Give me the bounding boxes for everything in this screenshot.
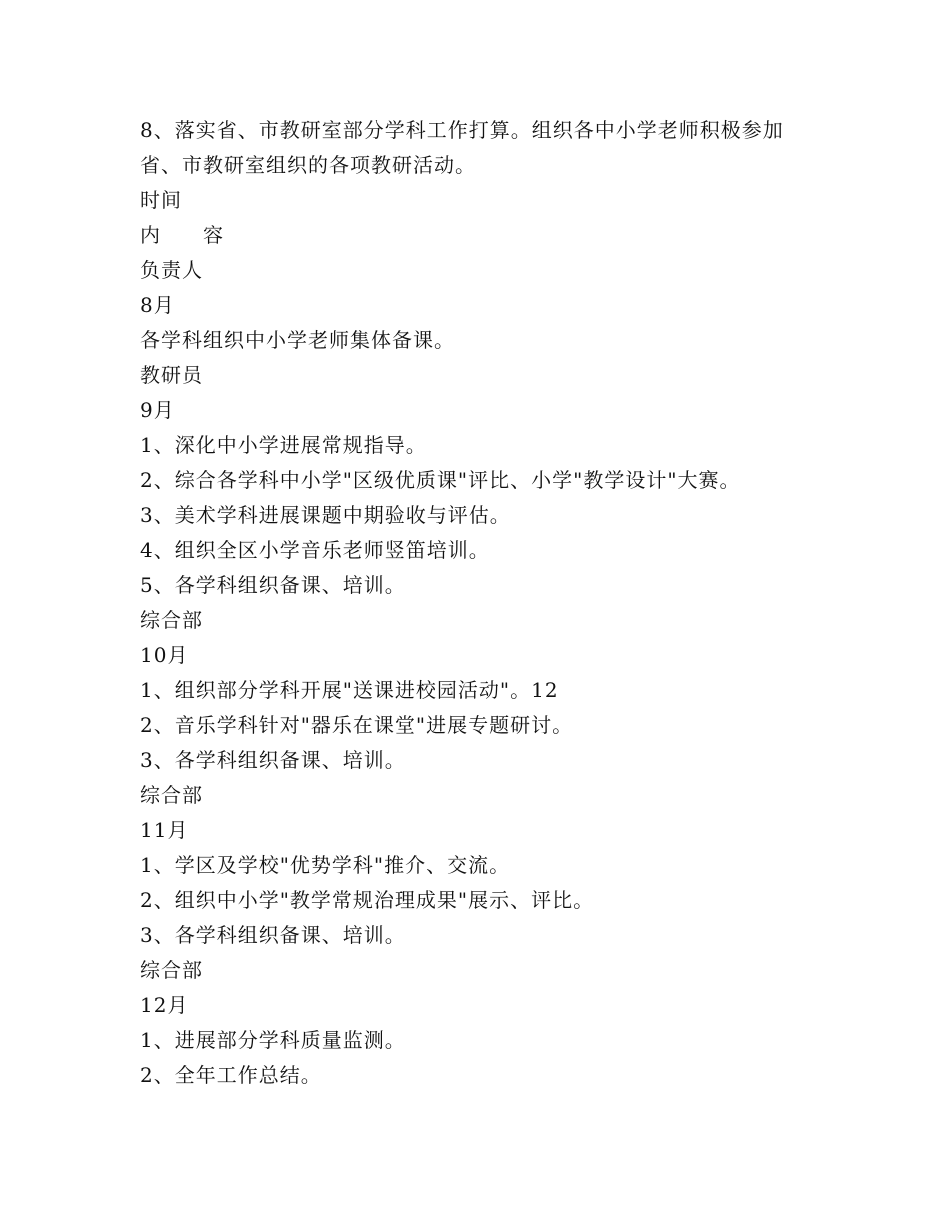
owner-label: 教研员	[140, 363, 203, 387]
schedule-item: 1、组织部分学科开展"送课进校园活动"。12	[140, 678, 559, 702]
schedule-item: 2、组织中小学"教学常规治理成果"展示、评比。	[140, 888, 595, 912]
month-label: 11月	[140, 818, 189, 842]
schedule-item: 3、各学科组织备课、培训。	[140, 923, 406, 947]
owner-label: 综合部	[140, 958, 203, 982]
table-header-time: 时间	[140, 188, 182, 212]
document-body	[140, 113, 820, 1093]
month-label: 9月	[140, 398, 175, 422]
month-label: 8月	[140, 293, 175, 317]
table-header-owner: 负责人	[140, 258, 203, 282]
schedule-item: 1、深化中小学进展常规指导。	[140, 433, 427, 457]
schedule-item: 1、进展部分学科质量监测。	[140, 1028, 406, 1052]
table-header-content: 内 容	[140, 223, 224, 247]
schedule-item: 2、综合各学科中小学"区级优质课"评比、小学"教学设计"大赛。	[140, 468, 741, 492]
month-label: 10月	[140, 643, 189, 667]
schedule-item: 各学科组织中小学老师集体备课。	[140, 328, 455, 352]
schedule-item: 1、学区及学校"优势学科"推介、交流。	[140, 853, 511, 877]
schedule-item: 3、美术学科进展课题中期验收与评估。	[140, 503, 511, 527]
intro-line: 8、落实省、市教研室部分学科工作打算。组织各中小学老师积极参加	[140, 118, 784, 142]
schedule-item: 3、各学科组织备课、培训。	[140, 748, 406, 772]
schedule-item: 2、音乐学科针对"器乐在课堂"进展专题研讨。	[140, 713, 574, 737]
schedule-item: 2、全年工作总结。	[140, 1063, 322, 1087]
owner-label: 综合部	[140, 608, 203, 632]
schedule-item: 4、组织全区小学音乐老师竖笛培训。	[140, 538, 490, 562]
month-label: 12月	[140, 993, 189, 1017]
intro-line: 省、市教研室组织的各项教研活动。	[140, 153, 476, 177]
owner-label: 综合部	[140, 783, 203, 807]
schedule-item: 5、各学科组织备课、培训。	[140, 573, 406, 597]
